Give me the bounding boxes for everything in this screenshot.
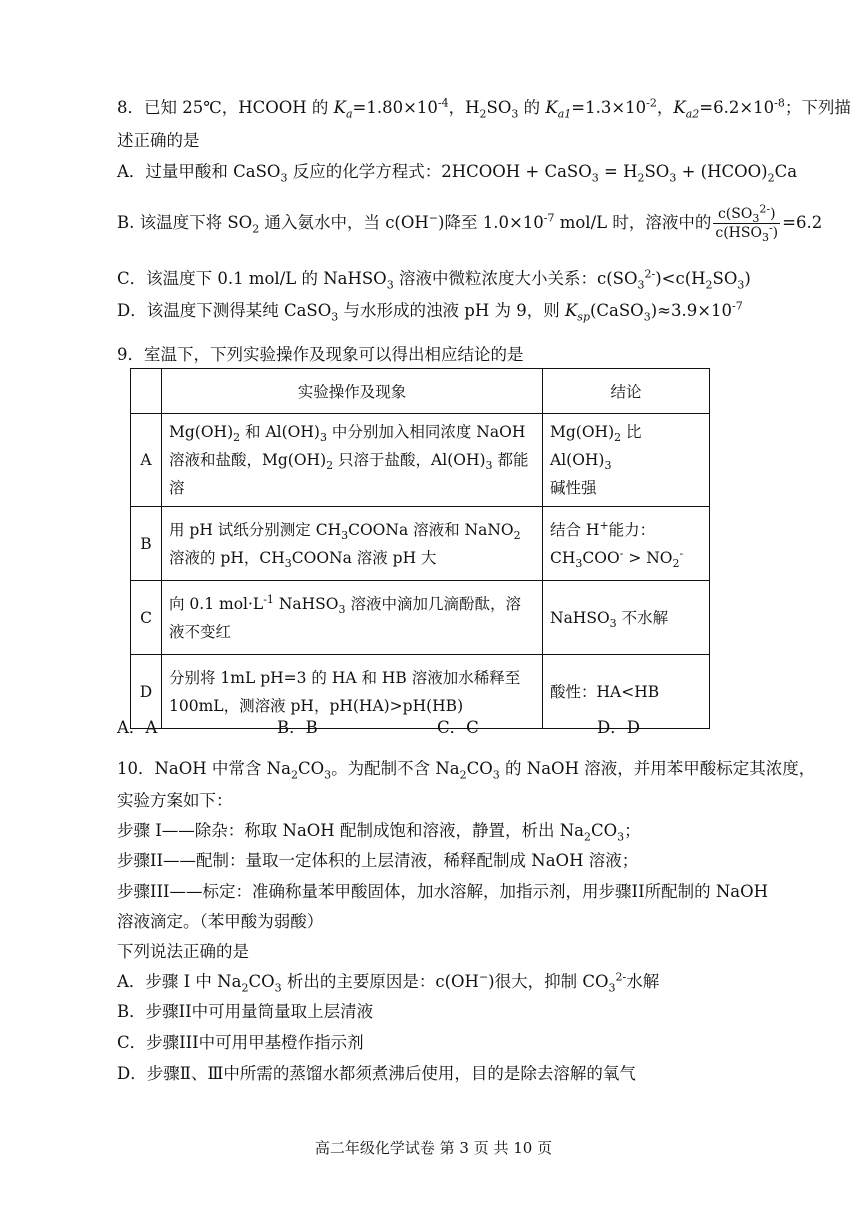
concentration-ratio-fraction: $\frac{c(SO_3^{2-})}{c(HSO_3^-)}$ — [715, 202, 779, 244]
table-header-blank — [131, 369, 162, 414]
q9-option-b: B．B — [277, 718, 318, 737]
q9-option-d: D．D — [597, 718, 640, 737]
table-row — [131, 414, 710, 507]
q9-option-c: C．C — [437, 718, 479, 737]
row-label: C — [131, 581, 162, 655]
page-footer: 高二年级化学试卷 第 3 页 共 10 页 — [314, 1139, 553, 1157]
row-label: B — [131, 507, 162, 581]
row-conclusion: 酸性：HA<HB — [543, 655, 710, 729]
q10-step3-line1: 步骤III——标定：准确称量苯甲酸固体，加水溶解，加指示剂，用步骤II所配制的 NaOH — [117, 882, 769, 901]
q8-stem-line2: 述正确的是 — [117, 131, 200, 150]
row-operation: $Mg(OH)_2$ 和 $Al(OH)_3$ 中分别加入相同浓度 NaOH 溶液和盐酸，$Mg(OH)_2$ 只溶于盐酸，$Al(OH)_3$ 都能溶 — [162, 414, 543, 507]
q10-step1: 步骤 I——除杂：称取 NaOH 配制成饱和溶液，静置，析出 $Na_2CO_3$； — [117, 821, 641, 844]
row-label: A — [131, 414, 162, 507]
table-header-conclusion: 结论 — [543, 369, 710, 414]
table-row — [131, 507, 710, 581]
q8-option-c: C．该温度下 0.1 mol/L 的 NaHSO$_3$ 溶液中微粒浓度大小关系：$c(SO_3^{2-})<c(H_2SO_3)$ — [117, 267, 751, 292]
q10-ask: 下列说法正确的是 — [117, 942, 249, 961]
q8-option-b: B. 该温度下将 $SO_2$ 通入氨水中，当 c(OH−)降至 $1.0\times 10^{-7}$ mol/L 时，溶液中的 $\frac{c(SO_3^{2-})}{c(HSO_3^-)}$ =6.2 — [117, 202, 823, 244]
q10-stem-line1: 10．NaOH 中常含 $Na_2CO_3$。为配制不含 $Na_2CO_3$ 的 NaOH 溶液，并用苯甲酸标定其浓度， — [117, 759, 816, 782]
q10-option-a: A．步骤 I 中 $Na_2CO_3$ 析出的主要原因是：c(OH−)很大，抑制 $CO_3^{2-}$水解 — [117, 970, 660, 995]
q10-option-d: D．步骤Ⅱ、Ⅲ中所需的蒸馏水都须煮沸后使用，目的是除去溶解的氧气 — [117, 1064, 636, 1083]
q10-option-b: B．步骤II中可用量筒量取上层清液 — [117, 1002, 374, 1021]
row-operation: 向 0.1 $mol\cdot L^{-1}$ NaHSO$_3$ 溶液中滴加几滴酚酞，溶液不变红 — [162, 581, 543, 655]
q10-option-c: C．步骤III中可用甲基橙作指示剂 — [117, 1033, 364, 1052]
row-operation: 分别将 1mL pH=3 的 HA 和 HB 溶液加水稀释至 100mL，测溶液 pH，pH(HA)>pH(HB) — [162, 655, 543, 729]
q9-options — [117, 714, 757, 738]
q9-stem: 9．室温下，下列实验操作及现象可以得出相应结论的是 — [117, 345, 524, 364]
table-header-row — [131, 369, 710, 414]
q9-option-a: A．A — [117, 718, 158, 737]
table-header-operation: 实验操作及现象 — [162, 369, 543, 414]
row-conclusion: NaHSO$_3$ 不水解 — [543, 581, 710, 655]
q8-option-a: A．过量甲酸和 CaSO$_3$ 反应的化学方程式：2HCOOH + CaSO$_3$ = $H_2SO_3$ + $(HCOO)_2Ca$ — [117, 162, 798, 185]
q10-stem-line2: 实验方案如下： — [117, 791, 233, 810]
q8-stem-line1: 8．已知 25℃，HCOOH 的 $K_a=1.80\times 10^{-4}$，$H_2SO_3$ 的 $K_{a1}=1.3\times 10^{-2}$，$K_{a2}=6.2\times 10^{-8}$；下列描 — [117, 96, 851, 121]
q8-option-d: D．该温度下测得某纯 CaSO$_3$ 与水形成的浊液 pH 为 9，则 $K_{sp}(CaSO_3)\approx 3.9\times 10^{-7}$ — [117, 299, 743, 324]
row-operation: 用 pH 试纸分别测定 $CH_3COONa$ 溶液和 NaNO$_2$ 溶液的 pH，$CH_3COONa$ 溶液 pH 大 — [162, 507, 543, 581]
q10-step3-line2: 溶液滴定。（苯甲酸为弱酸） — [117, 912, 324, 931]
q10-step2: 步骤II——配制：量取一定体积的上层清液，稀释配制成 NaOH 溶液； — [117, 851, 639, 870]
table-row — [131, 581, 710, 655]
row-conclusion: $Mg(OH)_2$ 比 $Al(OH)_3$ 碱性强 — [543, 414, 710, 507]
row-label: D — [131, 655, 162, 729]
row-conclusion: 结合 H+能力： $CH_3COO^- > NO_2^-$ — [543, 507, 710, 581]
q9-table — [130, 368, 710, 729]
